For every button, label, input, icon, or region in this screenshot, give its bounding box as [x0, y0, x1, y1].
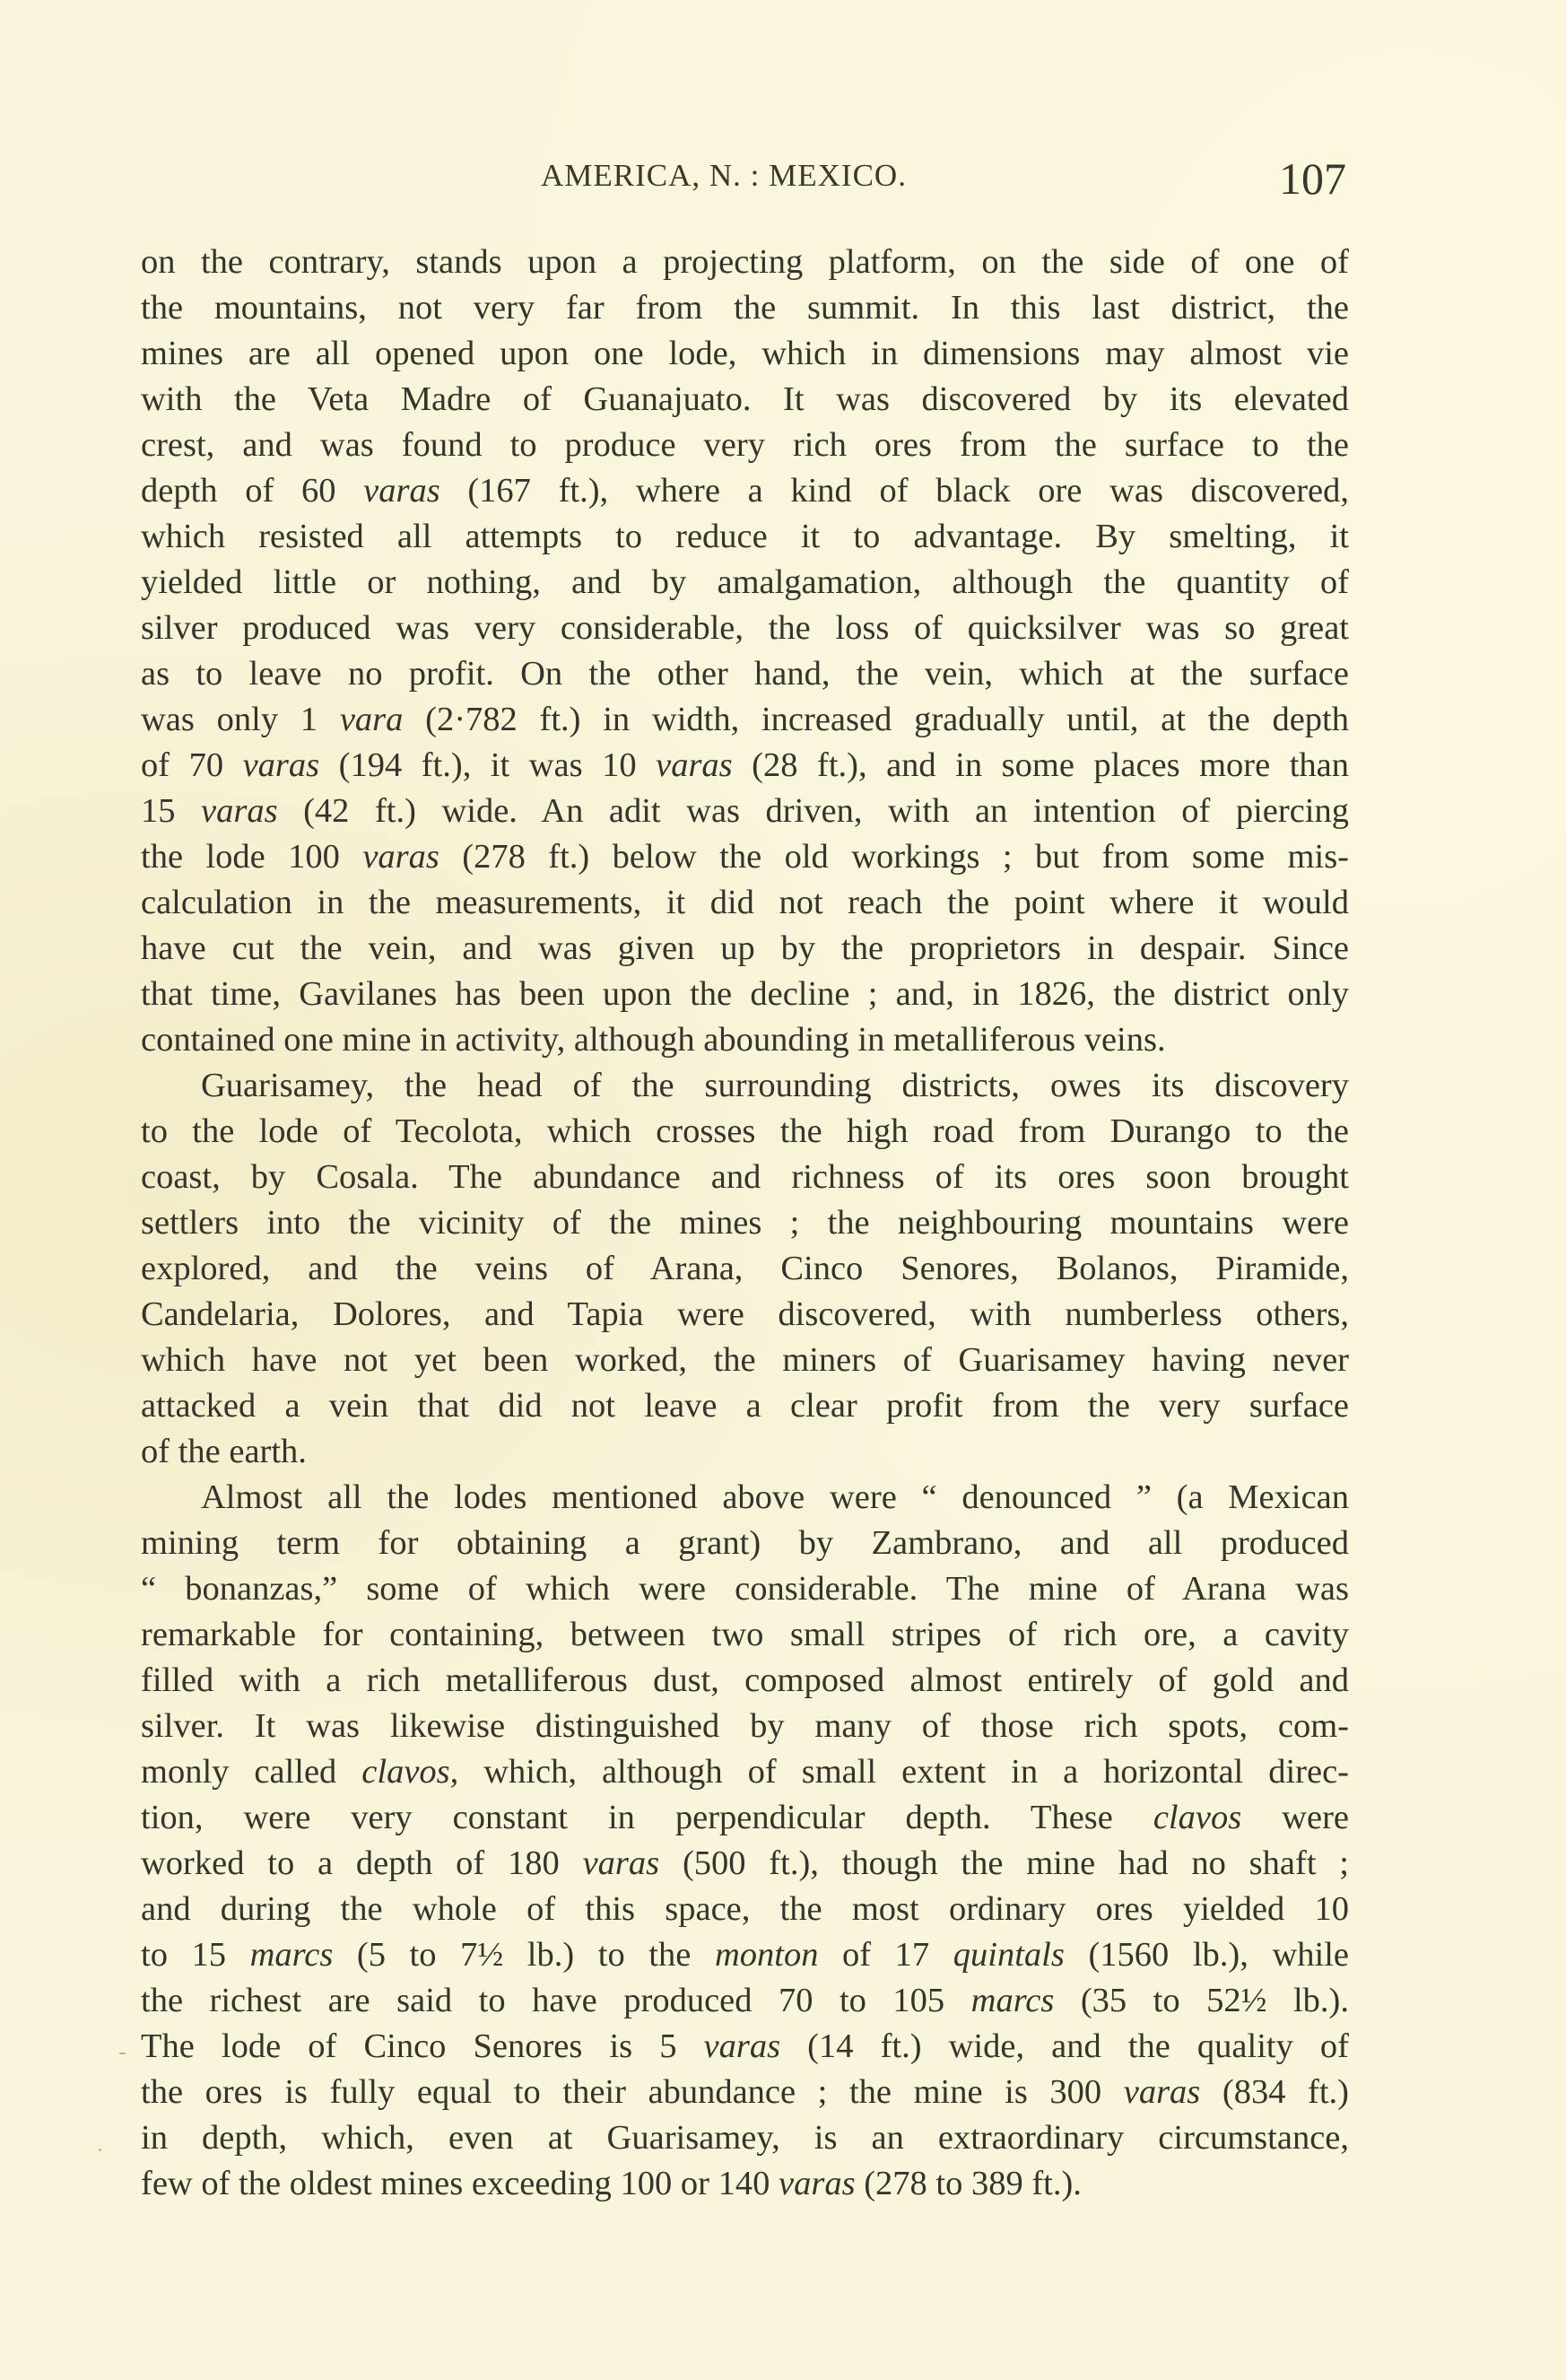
- text-run: Almost all the lodes mentioned above were “ denounced ” (a Mexican: [201, 1478, 1349, 1516]
- text-run: (5 to 7½ lb.) to the: [333, 1936, 715, 1974]
- text-line: [141, 468, 1349, 514]
- text-line: [141, 972, 1349, 1017]
- text-line: [141, 1017, 1349, 1063]
- italic-term: varas: [1123, 2073, 1201, 2111]
- running-head: AMERICA, N. : MEXICO.: [541, 158, 907, 193]
- text-line: [141, 1429, 1349, 1475]
- text-run: the mountains, not very far from the summit. In this last district, the: [141, 289, 1349, 327]
- text-line: [141, 1658, 1349, 1704]
- text-run: which, although of small extent in a horizontal direc-: [458, 1753, 1349, 1791]
- text-run: settlers into the vicinity of the mines ; the neighbouring mountains were: [141, 1204, 1349, 1242]
- text-line: [141, 1612, 1349, 1658]
- italic-term: varas: [363, 472, 440, 510]
- text-run: filled with a rich metalliferous dust, composed almost entirely of gold and: [141, 1661, 1349, 1699]
- text-line: [141, 1521, 1349, 1566]
- italic-term: varas: [779, 2165, 856, 2202]
- italic-term: marcs: [970, 1982, 1055, 2019]
- text-run: crest, and was found to produce very rich ores from the surface to the: [141, 426, 1349, 464]
- print-artifact-mark: [119, 2053, 126, 2054]
- text-line: [141, 2161, 1349, 2207]
- text-run: of the earth.: [141, 1433, 307, 1470]
- text-run: (2·782 ft.) in width, increased gradually until, at the depth: [403, 701, 1350, 738]
- text-line: [141, 1887, 1349, 1932]
- text-run: on the contrary, stands upon a projecting platform, on the side of one of: [141, 243, 1349, 281]
- text-run: (1560 lb.), while: [1064, 1936, 1349, 1974]
- text-run: yielded little or nothing, and by amalgamation, although the quantity of: [141, 563, 1349, 601]
- text-line: [141, 743, 1349, 789]
- text-run: the ores is fully equal to their abundance ; the mine is 300: [141, 2073, 1124, 2111]
- italic-term: varas: [582, 1844, 660, 1882]
- text-run: the richest are said to have produced 70 to 105: [141, 1982, 971, 2019]
- text-run: few of the oldest mines exceeding 100 or 140: [141, 2165, 779, 2202]
- text-run: 15: [141, 792, 202, 830]
- italic-term: varas: [362, 838, 439, 876]
- text-line: [141, 560, 1349, 606]
- text-run: in depth, which, even at Guarisamey, is an extraordinary circumstance,: [141, 2119, 1349, 2157]
- italic-term: vara: [339, 701, 404, 738]
- text-line: [141, 2024, 1349, 2070]
- text-line: [141, 789, 1349, 834]
- text-run: monly called: [141, 1753, 362, 1791]
- text-line: [141, 285, 1349, 331]
- text-run: that time, Gavilanes has been upon the decline ; and, in 1826, the district only: [141, 975, 1349, 1013]
- text-line: [201, 1475, 1349, 1521]
- print-artifact-dot: [99, 2149, 101, 2151]
- text-run: have cut the vein, and was given up by the proprietors in despair. Since: [141, 929, 1349, 967]
- text-run: the lode 100: [141, 838, 363, 876]
- text-run: worked to a depth of 180: [141, 1844, 583, 1882]
- text-run: (278 to 389 ft.).: [855, 2165, 1082, 2202]
- text-line: [201, 1063, 1349, 1109]
- text-run: explored, and the veins of Arana, Cinco Senores, Bolanos, Piramide,: [141, 1250, 1349, 1287]
- text-run: of 17: [818, 1936, 953, 1974]
- text-line: [141, 1338, 1349, 1383]
- italic-term: monton: [714, 1936, 819, 1974]
- text-line: [141, 926, 1349, 972]
- text-run: (278 ft.) below the old workings ; but from some mis-: [439, 838, 1349, 876]
- text-run: to 15: [141, 1936, 250, 1974]
- text-run: as to leave no profit. On the other hand, the vein, which at the surface: [141, 655, 1349, 693]
- text-line: [141, 606, 1349, 651]
- page-number: 107: [1279, 153, 1346, 204]
- italic-term: quintals: [953, 1936, 1065, 1974]
- text-line: [141, 1383, 1349, 1429]
- text-line: [141, 880, 1349, 926]
- text-run: of 70: [141, 746, 243, 784]
- text-run: (500 ft.), though the mine had no shaft ;: [659, 1844, 1349, 1882]
- text-run: (35 to 52½ lb.).: [1054, 1982, 1349, 2019]
- text-line: [141, 331, 1349, 377]
- text-line: [141, 514, 1349, 560]
- text-line: [141, 1566, 1349, 1612]
- text-run: (834 ft.): [1200, 2073, 1349, 2111]
- text-line: [141, 423, 1349, 468]
- text-run: to the lode of Tecolota, which crosses the high road from Durango to the: [141, 1112, 1349, 1150]
- text-run: tion, were very constant in perpendicular depth. These: [141, 1799, 1153, 1836]
- text-line: [141, 697, 1349, 743]
- text-run: mining term for obtaining a grant) by Zambrano, and all produced: [141, 1524, 1349, 1562]
- text-run: with the Veta Madre of Guanajuato. It was discovered by its elevated: [141, 380, 1349, 418]
- text-line: [141, 1932, 1349, 1978]
- text-run: mines are all opened upon one lode, which in dimensions may almost vie: [141, 335, 1349, 372]
- italic-term: marcs: [249, 1936, 334, 1974]
- text-run: were: [1241, 1799, 1349, 1836]
- text-line: [141, 1978, 1349, 2024]
- italic-term: varas: [242, 746, 320, 784]
- text-line: [141, 1292, 1349, 1338]
- text-line: [141, 377, 1349, 423]
- text-line: [141, 1795, 1349, 1841]
- italic-term: clavos,: [361, 1753, 459, 1791]
- text-run: calculation in the measurements, it did not reach the point where it would: [141, 884, 1349, 921]
- text-run: Candelaria, Dolores, and Tapia were discovered, with numberless others,: [141, 1295, 1349, 1333]
- text-line: [141, 1200, 1349, 1246]
- text-run: (194 ft.), it was 10: [319, 746, 657, 784]
- text-run: “ bonanzas,” some of which were considerable. The mine of Arana was: [141, 1570, 1349, 1608]
- text-run: remarkable for containing, between two small stripes of rich ore, a cavity: [141, 1616, 1349, 1653]
- text-run: The lode of Cinco Senores is 5: [141, 2027, 704, 2065]
- text-run: which have not yet been worked, the miners of Guarisamey having never: [141, 1341, 1349, 1379]
- text-line: [141, 1155, 1349, 1200]
- text-run: (42 ft.) wide. An adit was driven, with an intention of piercing: [277, 792, 1349, 830]
- text-line: [141, 1704, 1349, 1749]
- text-run: attacked a vein that did not leave a clear profit from the very surface: [141, 1387, 1349, 1425]
- text-line: [141, 1749, 1349, 1795]
- text-run: was only 1: [141, 701, 340, 738]
- text-run: Guarisamey, the head of the surrounding districts, owes its discovery: [201, 1067, 1349, 1104]
- italic-term: varas: [656, 746, 733, 784]
- text-line: [141, 1109, 1349, 1155]
- text-run: (28 ft.), and in some places more than: [732, 746, 1349, 784]
- text-run: (167 ft.), where a kind of black ore was discovered,: [439, 472, 1349, 510]
- text-line: [141, 2070, 1349, 2115]
- text-line: [141, 2115, 1349, 2161]
- text-run: depth of 60: [141, 472, 364, 510]
- text-line: [141, 834, 1349, 880]
- text-run: silver produced was very considerable, the loss of quicksilver was so great: [141, 609, 1349, 647]
- text-run: and during the whole of this space, the most ordinary ores yielded 10: [141, 1890, 1349, 1928]
- text-run: coast, by Cosala. The abundance and richness of its ores soon brought: [141, 1158, 1349, 1196]
- text-line: [141, 1841, 1349, 1887]
- text-line: [141, 240, 1349, 285]
- italic-term: clavos: [1153, 1799, 1242, 1836]
- text-line: [141, 651, 1349, 697]
- italic-term: varas: [703, 2027, 781, 2065]
- text-run: (14 ft.) wide, and the quality of: [780, 2027, 1349, 2065]
- text-run: silver. It was likewise distinguished by many of those rich spots, com-: [141, 1707, 1349, 1745]
- text-run: which resisted all attempts to reduce it to advantage. By smelting, it: [141, 518, 1349, 555]
- text-run: contained one mine in activity, although abounding in metalliferous veins.: [141, 1021, 1166, 1059]
- text-line: [141, 1246, 1349, 1292]
- italic-term: varas: [201, 792, 278, 830]
